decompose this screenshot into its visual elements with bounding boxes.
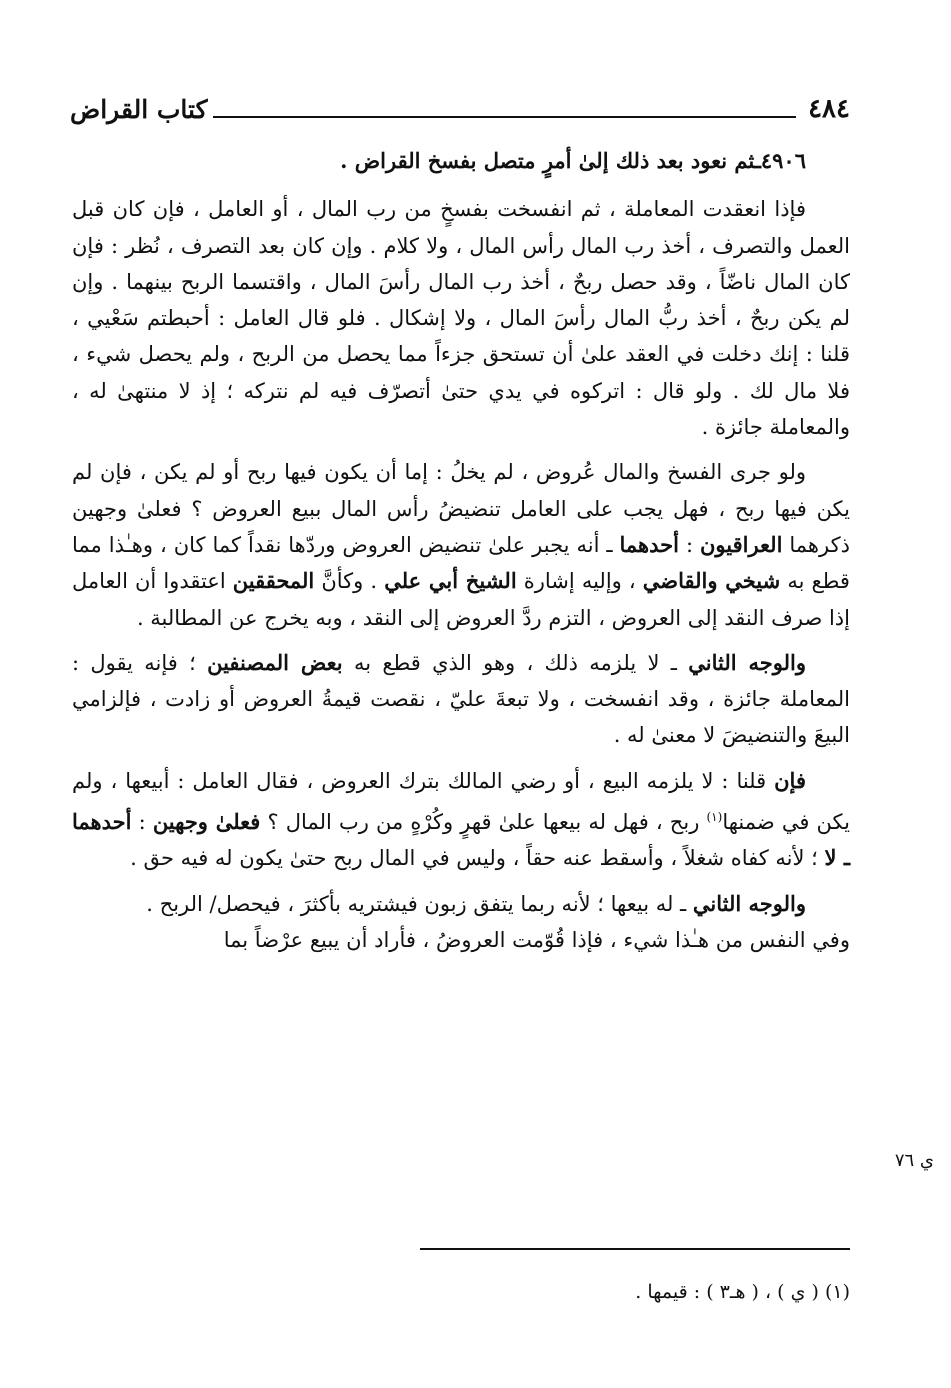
- text-run: :: [138, 810, 146, 835]
- header-rule: [213, 116, 796, 118]
- issue-number: ٤٩٠٦: [760, 148, 806, 173]
- term-wajh-thani-2: والوجه الثاني: [692, 890, 806, 916]
- text-run: ـ أنه يجبر علىٰ تنضيض العروض وردّها نقداً كما كان ، وهـٰذا مما قطع به: [72, 532, 850, 594]
- paragraph-dissolution: فإذا انعقدت المعاملة ، ثم انفسخت بفسخٍ من رب المال ، أو العامل ، فإن كان قبل العمل والتصرف ، أخذ رب المال رأس المال ، ولا كلام . وإن كان بعد التصرف ، نُظر : فإن كان المال ناضّاً ، وقد حصل ربحٌ ، أخذ رب المال رأسَ المال ، واقتسما الربح بينهما . وإن لم يكن ربحٌ ، أخذ ربُّ المال رأسَ المال ، ولا إشكال . فلو قال العامل : أحبطتم سَعْيي ، قلنا : إنك دخلت في العقد علىٰ أن تستحق جزءاً مما يحصل من الربح ، ولم يحصل شيء ، فلا مال لك . ولو قال : اتركوه في يدي حتىٰ أتصرّف فيه لم نتركه ؛ إذ لا منتهىٰ له ، والمعاملة جائزة .: [72, 197, 850, 440]
- term-in: فإن: [774, 767, 806, 793]
- term-abu-ali: الشيخ أبي علي: [384, 568, 517, 594]
- text-run: ـ لا يلزمه ذلك ، وهو الذي قطع به: [353, 650, 677, 675]
- footnote-rule: [420, 1248, 850, 1250]
- text-run: ، وإليه إشارة: [523, 569, 636, 594]
- text-run: ـ له بيعها ؛ لأنه ربما يتفق زبون فيشتريه بأكثرَ ، فيحصل/ الربح .: [146, 891, 687, 916]
- paragraph-goods: [72, 454, 850, 635]
- text-run: ؛ فإنه يقول : المعاملة جائزة ، وقد انفسخت ، ولا تبعةَ عليّ ، نقصت قيمةُ العروض أو زادت ، فإلزامي البيعَ والتنضيضَ لا معنىٰ له .: [72, 650, 850, 748]
- text-run: . وكأنَّ: [321, 569, 378, 594]
- issue-heading: ثم نعود بعد ذلك إلىٰ أمرٍ متصل بفسخ القراض .: [340, 148, 755, 173]
- paragraph-second-view: [72, 645, 850, 754]
- text-run: ربح ، فهل له بيعها علىٰ قهرٍ وكُرْهٍ من رب المال ؟: [267, 810, 700, 835]
- paragraph-second-view-sale: [72, 886, 850, 959]
- term-ahaduhuma: أحدهما: [619, 531, 679, 557]
- page-number: ٤٨٤: [808, 94, 850, 124]
- term-wajhayn: فعلىٰ وجهين: [152, 809, 261, 835]
- term-muhaqqiqin: المحققين: [232, 568, 315, 594]
- term-iraqiyun: العراقيون: [699, 531, 783, 557]
- footnote-marker[interactable]: (١): [706, 810, 723, 825]
- term-ahaduhuma-la: أحدهما ـ لا: [72, 809, 850, 871]
- issue-dash: ـ: [754, 148, 761, 173]
- page-body: [72, 143, 850, 967]
- text-run: :: [685, 532, 694, 557]
- text-run: قلنا : لا يلزمه البيع ، أو رضي المالك بترك العروض ، فقال العامل : أبيعها ، ولم يكن في ضمنها: [72, 768, 850, 835]
- paragraph-sale: [72, 763, 850, 877]
- paragraph-4906: [72, 143, 850, 179]
- text-run: اعتقدوا أن العامل إذا صرف النقد إلى العروض ، التزم ردَّ العروض إلى النقد ، وبه يخرج عن المطالبة .: [72, 569, 850, 630]
- footnote: (١) ( ي ) ، ( هـ٣ ) : قيمها .: [635, 1281, 850, 1303]
- manuscript-folio-note: ي ٧٦: [894, 1150, 934, 1171]
- book-title: كتاب القراض: [70, 95, 208, 124]
- text-run: ؛ لأنه كفاه شغلاً ، وأسقط عنه حقاً ، وليس في المال ربح حتىٰ يكون له فيه حق .: [130, 846, 818, 871]
- term-wajh-thani: والوجه الثاني: [688, 649, 806, 675]
- term-musannifin: بعض المصنفين: [207, 649, 343, 675]
- term-shaykhi: شيخي والقاضي: [642, 568, 781, 594]
- text-run: ولو جرى الفسخ والمال عُروض ، لم يخلُ : إما أن يكون فيها ربح أو لم يكن ، فإن لم يكن فيها ربح ، فهل يجب على العامل تنضيضُ رأس المال ببيع العروض ؟ فعلىٰ وجهين ذكرهما: [72, 460, 850, 557]
- page-header: [70, 82, 850, 122]
- text-run: وفي النفس من هـٰذا شيء ، فإذا قُوّمت العروضُ ، فأراد أن يبيع عرْضاً بما: [223, 927, 850, 952]
